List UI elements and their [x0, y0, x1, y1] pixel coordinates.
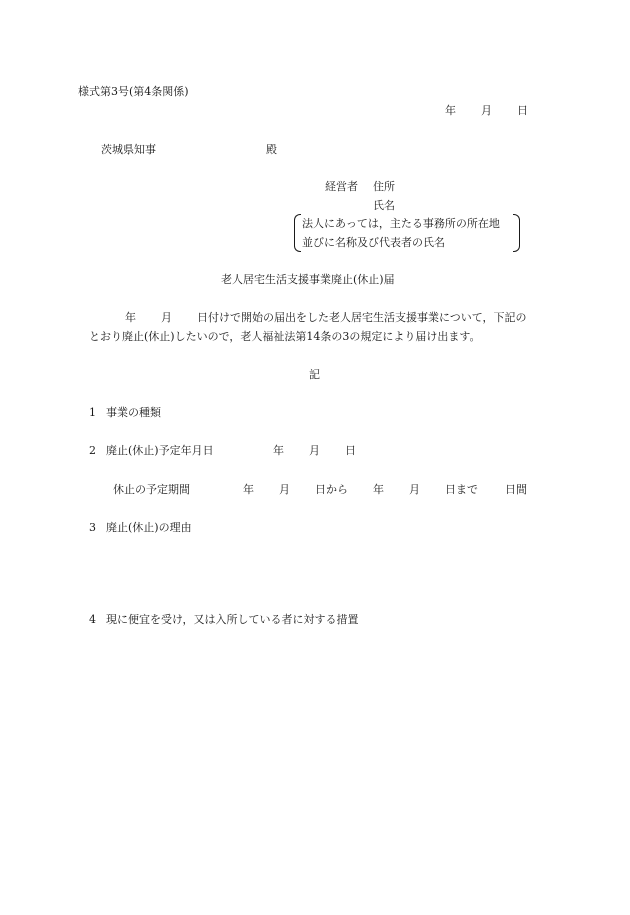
item3-label: 廃止(休止)の理由 — [106, 521, 192, 534]
body-line1: 日付けで開始の届出をした老人居宅生活支援事業について，下記の — [197, 311, 527, 324]
item2-number: 2 — [89, 444, 96, 457]
ki-marker: 記 — [309, 368, 320, 381]
body-line2: とおり廃止(休止)したいので，老人福祉法第14条の3の規定により届け出ます。 — [89, 330, 481, 343]
operator-address-label: 住所 — [373, 180, 395, 193]
item2-year: 年 — [273, 444, 284, 457]
body-year: 年 — [125, 311, 136, 324]
item1-label: 事業の種類 — [106, 406, 161, 419]
item4-number: 4 — [89, 613, 96, 626]
item2-month: 月 — [309, 444, 320, 457]
suspension-to-day: 日まで — [445, 483, 478, 496]
suspension-from-day: 日から — [315, 483, 348, 496]
corp-note-line2: 並びに名称及び代表者の氏名 — [302, 236, 445, 249]
operator-label: 経営者 — [325, 180, 358, 193]
suspension-to-month: 月 — [409, 483, 420, 496]
corp-note-line1: 法人にあっては，主たる事務所の所在地 — [302, 217, 500, 230]
suspension-from-year: 年 — [243, 483, 254, 496]
corp-note-right-bracket — [513, 214, 520, 252]
addressee-name: 茨城県知事 — [101, 143, 156, 156]
form-number: 様式第3号(第4条関係) — [78, 85, 189, 98]
date-year: 年 — [445, 104, 456, 117]
body-month: 月 — [161, 311, 172, 324]
item2-label: 廃止(休止)予定年月日 — [106, 444, 214, 457]
item3-number: 3 — [89, 521, 96, 534]
addressee-honorific: 殿 — [266, 143, 277, 156]
date-day: 日 — [517, 104, 528, 117]
suspension-to-year: 年 — [373, 483, 384, 496]
item2-day: 日 — [345, 444, 356, 457]
document-title: 老人居宅生活支援事業廃止(休止)届 — [221, 273, 395, 286]
item4-label: 現に便宜を受け，又は入所している者に対する措置 — [106, 613, 359, 626]
operator-name-label: 氏名 — [373, 199, 395, 212]
suspension-label: 休止の予定期間 — [113, 483, 190, 496]
suspension-days: 日間 — [505, 483, 527, 496]
suspension-from-month: 月 — [279, 483, 290, 496]
date-month: 月 — [481, 104, 492, 117]
corp-note-left-bracket — [294, 214, 301, 252]
item1-number: 1 — [89, 406, 96, 419]
